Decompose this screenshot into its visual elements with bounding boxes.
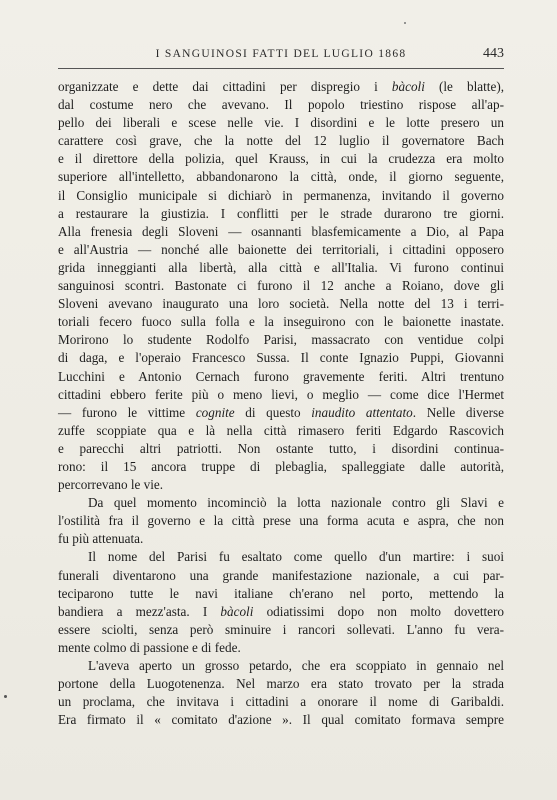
text-segment: e parecchi altri patriotti. Non ostante tutto, i disordini continua- <box>58 440 504 456</box>
text-line <box>58 404 504 422</box>
text-line <box>58 657 504 675</box>
text-segment: Alla frenesia degli Sloveni — osannanti blasfemicamente a Dio, al Papa <box>58 223 504 239</box>
paper-speck <box>4 695 7 698</box>
text-line <box>58 96 504 114</box>
text-segment: bàcoli <box>391 79 425 94</box>
text-line <box>58 313 504 331</box>
text-segment: funerali diventarono una grande manifestazione nazionale, a cui par- <box>58 567 504 583</box>
text-line <box>58 259 504 277</box>
text-line <box>58 530 504 548</box>
text-line <box>58 187 504 205</box>
text-line <box>58 132 504 150</box>
text-segment: Morirono lo studente Rodolfo Parisi, massacrato con ventidue colpi <box>58 332 504 348</box>
text-line <box>58 476 504 494</box>
text-line <box>58 639 504 657</box>
text-line <box>58 349 504 367</box>
text-segment: rono: il 15 ancora truppe di plebaglia, spalleggiate dalle autorità, <box>58 458 504 474</box>
text-line <box>58 585 504 603</box>
text-line <box>58 78 504 96</box>
text-line <box>58 168 504 186</box>
text-segment: di questo <box>234 404 312 420</box>
text-segment: zuffe scoppiate qua e là nella città rimasero feriti Edgardo Rascovich <box>58 422 504 438</box>
text-segment: mente colmo di passione e di fede. <box>58 639 241 655</box>
text-segment: portone della Luogotenenza. Nel marzo era stato trovato per la strada <box>58 676 504 692</box>
text-line <box>58 368 504 386</box>
text-segment: — furono le vittime <box>58 404 196 420</box>
text-segment: Lucchini e Antonio Cernach furono gravemente feriti. Altri trentuno <box>58 368 504 384</box>
running-header <box>58 46 504 62</box>
text-segment: bandiera a mezz'asta. I <box>58 603 221 619</box>
text-segment: dal costume nero che avevano. Il popolo triestino rispose all'ap- <box>58 97 504 113</box>
text-segment: cittadini ebbero ferite più o meno lievi, o meglio — come dice l'Hermet <box>58 386 504 402</box>
text-line <box>58 512 504 530</box>
text-segment: superiore all'intelletto, abbandonarono la città, onde, il giorno seguente, <box>58 169 504 185</box>
text-segment: grida inneggianti alla libertà, alla città e all'Italia. Vi furono continui <box>58 259 504 275</box>
text-line <box>58 422 504 440</box>
text-segment: Da quel momento incominciò la lotta nazionale contro gli Slavi e <box>88 495 504 511</box>
text-segment: inaudito attentato <box>311 404 413 420</box>
text-segment: carattere così grave, che la notte del 12 luglio il governatore Bach <box>58 133 504 149</box>
text-segment: Sloveni avevano inaugurato una loro società. Nella notte del 13 i terri- <box>58 296 504 312</box>
text-segment: e il direttore della polizia, quel Krauss, in cui la crudezza era molto <box>58 151 504 167</box>
text-line <box>58 114 504 132</box>
text-segment: toriali fecero fuoco sulla folla e la inseguirono con le baionette inastate. <box>58 314 504 330</box>
text-line <box>58 567 504 585</box>
running-title: I SANGUINOSI FATTI DEL LUGLIO 1868 <box>155 48 407 60</box>
text-segment: L'aveva aperto un grosso petardo, che era scoppiato in gennaio nel <box>88 658 504 673</box>
text-line <box>58 458 504 476</box>
text-segment: (le blatte), <box>424 79 505 94</box>
text-line <box>58 693 504 711</box>
text-segment: cognite <box>195 404 235 420</box>
text-line <box>58 711 504 729</box>
text-segment: teciparono tutte le navi italiane ch'erano nel porto, mettendo la <box>58 585 504 601</box>
paper-speck <box>404 22 406 24</box>
body-text <box>58 78 504 729</box>
text-segment: a restaurare la giustizia. I conflitti per le strade durarono tre giorni. <box>58 205 504 221</box>
text-line <box>58 603 504 621</box>
header-rule <box>58 68 504 69</box>
text-line <box>58 241 504 259</box>
text-line <box>58 223 504 241</box>
text-segment: bàcoli <box>220 603 254 619</box>
text-line <box>58 494 504 512</box>
text-line <box>58 331 504 349</box>
text-segment: fu più attenuata. <box>58 531 144 547</box>
text-segment: e all'Austria — nonché alle baionette dei territoriali, i cittadini opposero <box>58 241 504 257</box>
text-line <box>58 548 504 566</box>
text-segment: il Consiglio municipale si dichiarò in permanenza, invitando il governo <box>58 187 504 203</box>
text-line <box>58 386 504 404</box>
text-segment: Il nome del Parisi fu esaltato come quello d'un martire: i suoi <box>88 549 504 565</box>
text-line <box>58 440 504 458</box>
text-segment: essere sciolti, senza però sminuire i rancori sollevati. L'anno fu vera- <box>58 621 504 637</box>
text-segment: Era firmato il « comitato d'azione ». Il qual comitato formava sempre <box>58 712 504 728</box>
text-line <box>58 295 504 313</box>
text-line <box>58 150 504 168</box>
text-segment: sanguinosi scontri. Bastonate ci furono il 12 anche a Roiano, dove gli <box>58 278 504 294</box>
text-segment: percorrevano le vie. <box>58 477 164 493</box>
text-segment: odiatissimi dopo non molto dovettero <box>253 603 504 619</box>
text-line <box>58 621 504 639</box>
text-segment: organizzate e dette dai cittadini per dispregio i <box>58 79 392 94</box>
text-line <box>58 277 504 295</box>
text-line <box>58 675 504 693</box>
text-line <box>58 205 504 223</box>
page-number: 443 <box>483 46 504 61</box>
text-segment: di daga, e l'operaio Francesco Sussa. Il conte Ignazio Puppi, Giovanni <box>58 350 504 366</box>
text-segment: un proclama, che invitava i cittadini a onorare il nome di Garibaldi. <box>58 694 504 710</box>
text-segment: pello dei liberali e scese nelle vie. I disordini e le lotte presero un <box>58 115 504 131</box>
text-segment: l'ostilità fra il governo e la città prese una forma acuta e aspra, che non <box>58 513 504 529</box>
text-segment: . Nelle diverse <box>412 404 504 420</box>
